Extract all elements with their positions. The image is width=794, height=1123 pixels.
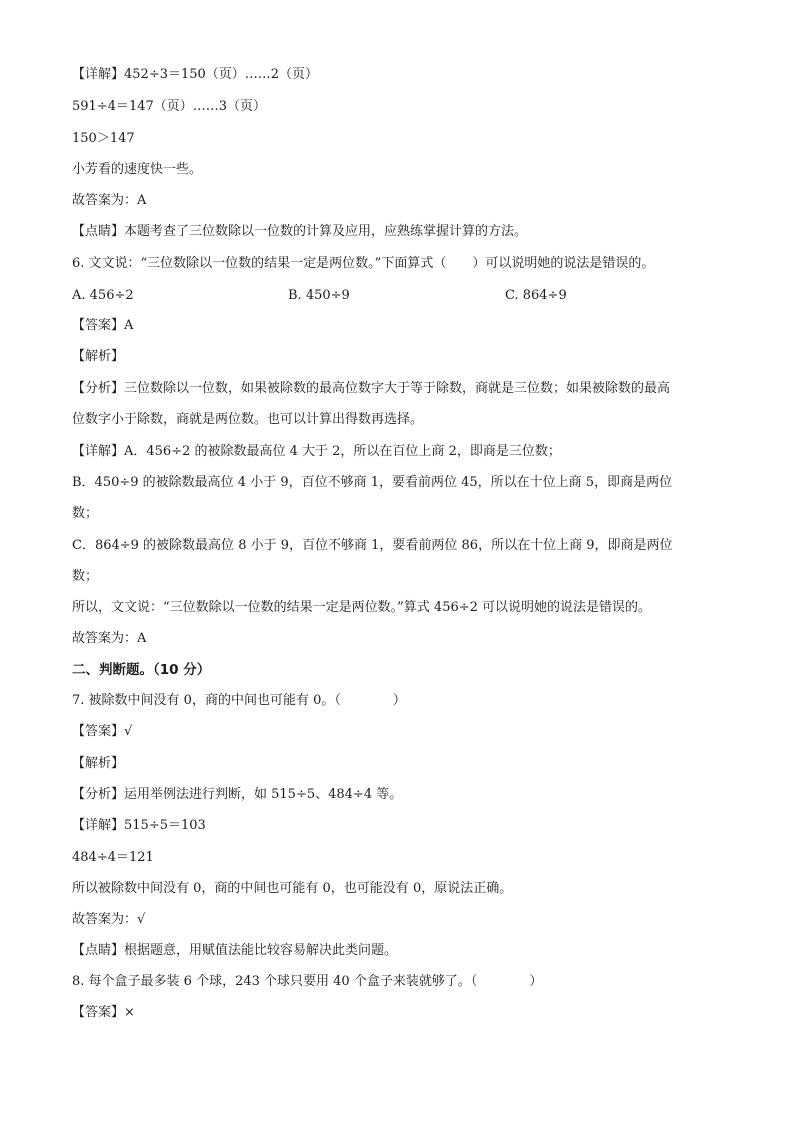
detail-line-7c: 所以被除数中间没有 0，商的中间也可能有 0，也可能没有 0，原说法正确。 (72, 881, 513, 896)
detail-line-7b: 484÷4＝121 (72, 850, 154, 865)
detail-c-line: C．864÷9 的被除数最高位 8 小于 9，百位不够商 1，要看前两位 86，所以在十位上商 9，即商是两位 (72, 538, 673, 553)
answer-tag-6: 【答案】A (72, 318, 134, 333)
option-a: A. 456÷2 (72, 288, 134, 303)
answer-line-6: 故答案为：A (72, 631, 147, 646)
detail-b-line: B．450÷9 的被除数最高位 4 小于 9，百位不够商 1，要看前两位 45，所以在十位上商 5，即商是两位 (72, 475, 673, 490)
summary-line: 所以，文文说：“三位数除以一位数的结果一定是两位数。”算式 456÷2 可以说明她的说法是错误的。 (72, 600, 652, 615)
detail-line-1: 【详解】452÷3＝150（页）……2（页） (72, 67, 319, 82)
detail-line-7a: 【详解】515÷5＝103 (72, 818, 206, 833)
conclusion-line: 小芳看的速度快一些。 (72, 162, 203, 177)
analysis-line-1: 【分析】三位数除以一位数，如果被除数的最高位数字大于等于除数，商就是三位数；如果被除数的最高 (72, 381, 671, 396)
option-b: B. 450÷9 (288, 288, 350, 303)
detail-c-cont: 数； (72, 569, 99, 584)
answer-line-7: 故答案为：√ (72, 912, 146, 927)
detail-b-cont: 数； (72, 506, 99, 521)
comment-line-7: 【点睛】根据题意，用赋值法能比较容易解决此类问题。 (72, 943, 398, 958)
answer-tag-7: 【答案】√ (72, 724, 133, 739)
detail-line-2: 591÷4＝147（页）……3（页） (72, 99, 267, 114)
detail-a-line: 【详解】A．456÷2 的被除数最高位 4 大于 2，所以在百位上商 2，即商是三位数； (72, 444, 561, 459)
analysis-line-2: 位数字小于除数，商就是两位数。也可以计算出得数再选择。 (72, 412, 424, 427)
section-heading: 二、判断题。（10 分） (72, 662, 211, 678)
answer-line: 故答案为：A (72, 193, 147, 208)
question-8: 8. 每个盒子最多装 6 个球，243 个球只要用 40 个盒子来装就够了。（ ） (72, 974, 543, 989)
question-7: 7. 被除数中间没有 0，商的中间也可能有 0。（ ） (72, 693, 406, 708)
answer-tag-8: 【答案】× (72, 1005, 135, 1020)
question-6: 6. 文文说：“三位数除以一位数的结果一定是两位数。”下面算式（ ）可以说明她的说法是错误的。 (72, 256, 655, 271)
analysis-tag-6: 【解析】 (72, 349, 125, 364)
comment-line: 【点睛】本题考查了三位数除以一位数的计算及应用，应熟练掌握计算的方法。 (72, 224, 528, 239)
analysis-tag-7: 【解析】 (72, 756, 125, 771)
analysis-line-7: 【分析】运用举例法进行判断，如 515÷5、484÷4 等。 (72, 787, 403, 802)
option-c: C. 864÷9 (505, 288, 567, 303)
comparison-line: 150＞147 (72, 131, 135, 146)
